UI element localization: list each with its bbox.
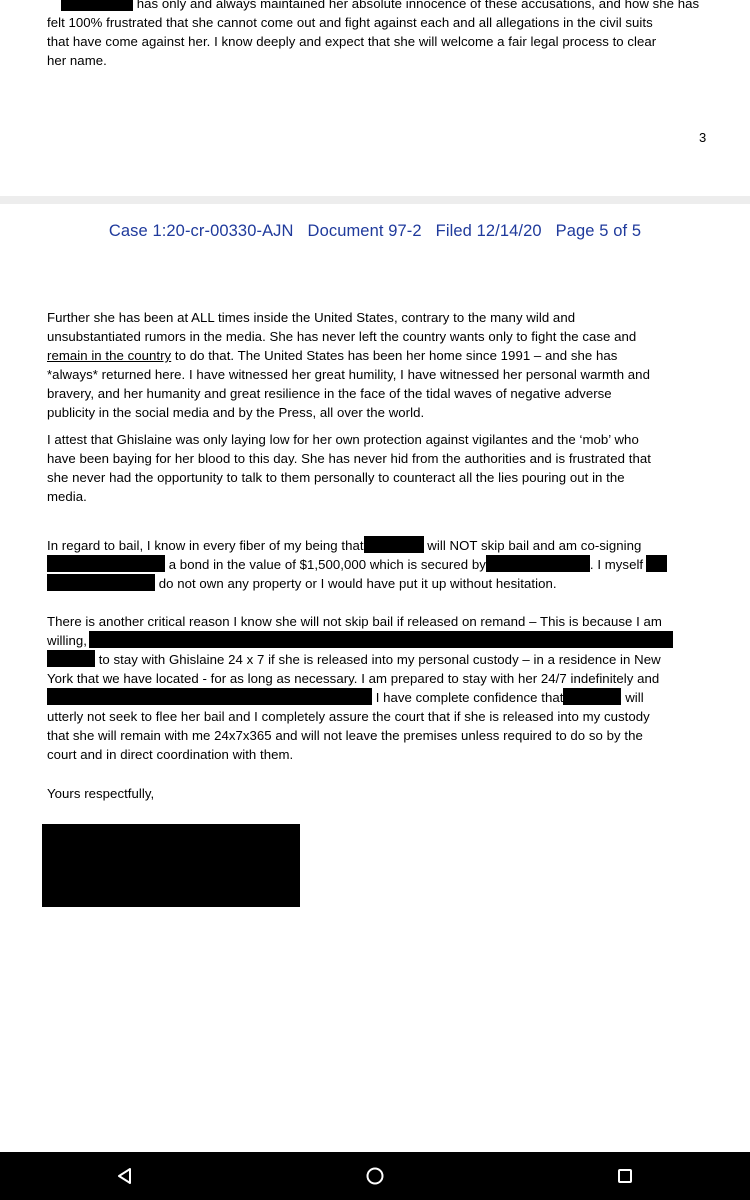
case-header <box>0 222 750 241</box>
text-line: felt 100% frustrated that she cannot come out and fight against each and all allegations in the civil suits <box>47 15 653 30</box>
text-line: do not own any property or I would have put it up without hesitation. <box>47 574 717 593</box>
text-line: Yours respectfully, <box>47 786 155 801</box>
recents-button[interactable] <box>600 1156 650 1196</box>
text-line: In regard to bail, I know in every fiber of my being that will NOT skip bail and am co-signing <box>47 538 642 553</box>
document-number: Document 97-2 <box>307 222 422 240</box>
system-navigation-bar <box>0 1152 750 1200</box>
underlined-text: remain in the country <box>47 348 172 363</box>
redaction <box>486 555 590 572</box>
closing-salutation <box>47 784 717 803</box>
redaction <box>89 631 673 648</box>
redaction <box>61 0 133 11</box>
home-circle-icon <box>365 1166 385 1186</box>
text-line: that have come against her. I know deeply and expect that she will welcome a fair legal process to clear <box>47 34 657 49</box>
redaction <box>364 536 424 553</box>
text-line: her name. <box>47 53 107 68</box>
back-button[interactable] <box>100 1156 150 1196</box>
case-number: Case 1:20-cr-00330-AJN <box>108 222 294 240</box>
redaction <box>47 650 95 667</box>
text-line: court and in direct coordination with them. <box>47 747 294 762</box>
text-line: *always* returned here. I have witnessed her great humility, I have witnessed her personal warmth and <box>47 367 650 382</box>
recents-square-icon <box>615 1166 635 1186</box>
previous-page-paragraph <box>47 0 717 70</box>
previous-page <box>0 0 750 196</box>
text-line: willing, <box>47 631 717 650</box>
text-line: media. <box>47 489 87 504</box>
text-line: Further she has been at ALL times inside the United States, contrary to the many wild and <box>47 310 576 325</box>
paragraph-3 <box>47 536 717 593</box>
page-number: 3 <box>699 130 707 145</box>
text-line: that she will remain with me 24x7x365 and will not leave the premises unless required to do so by the <box>47 728 643 743</box>
back-triangle-icon <box>115 1166 135 1186</box>
paragraph-4 <box>47 612 717 764</box>
paragraph-1 <box>47 308 717 422</box>
text-line: York that we have located - for as long as necessary. I am prepared to stay with her 24/7 indefinitely and <box>47 671 660 686</box>
text-line: to stay with Ghislaine 24 x 7 if she is released into my personal custody – in a residence in New <box>47 650 717 669</box>
text-line: she never had the opportunity to talk to them personally to counteract all the lies pouring out in the <box>47 470 625 485</box>
home-button[interactable] <box>350 1156 400 1196</box>
paragraph-2 <box>47 430 717 506</box>
text-line: bravery, and her humanity and great resilience in the face of the tidal waves of negative adverse <box>47 386 612 401</box>
text-line: I attest that Ghislaine was only laying low for her own protection against vigilantes and the ‘mob’ who <box>47 432 639 447</box>
text-line: There is another critical reason I know she will not skip bail if released on remand – This is because I am <box>47 614 662 629</box>
text-line: have been baying for her blood to this day. She has never hid from the authorities and is frustrated that <box>47 451 651 466</box>
page-indicator: Page 5 of 5 <box>555 222 642 240</box>
redaction <box>646 555 667 572</box>
redacted-signature <box>42 824 300 907</box>
text-line: utterly not seek to flee her bail and I completely assure the court that if she is released into my custody <box>47 709 650 724</box>
filed-date: Filed 12/14/20 <box>435 222 542 240</box>
text-line: has only and always maintained her absolute innocence of these accusations, and how she has <box>47 0 717 13</box>
redaction <box>47 574 155 591</box>
current-page <box>0 204 750 1152</box>
page-separator <box>0 196 750 204</box>
text-line: publicity in the social media and by the Press, all over the world. <box>47 405 425 420</box>
text-line: I have complete confidence that will <box>47 688 717 707</box>
redaction <box>47 688 372 705</box>
text-line: unsubstantiated rumors in the media. She has never left the country wants only to fight the case and <box>47 329 637 344</box>
text-line: remain in the country to do that. The United States has been her home since 1991 – and she has <box>47 348 618 363</box>
redaction <box>563 688 621 705</box>
redaction <box>47 555 165 572</box>
text-line: a bond in the value of $1,500,000 which is secured by . I myself <box>47 555 717 574</box>
